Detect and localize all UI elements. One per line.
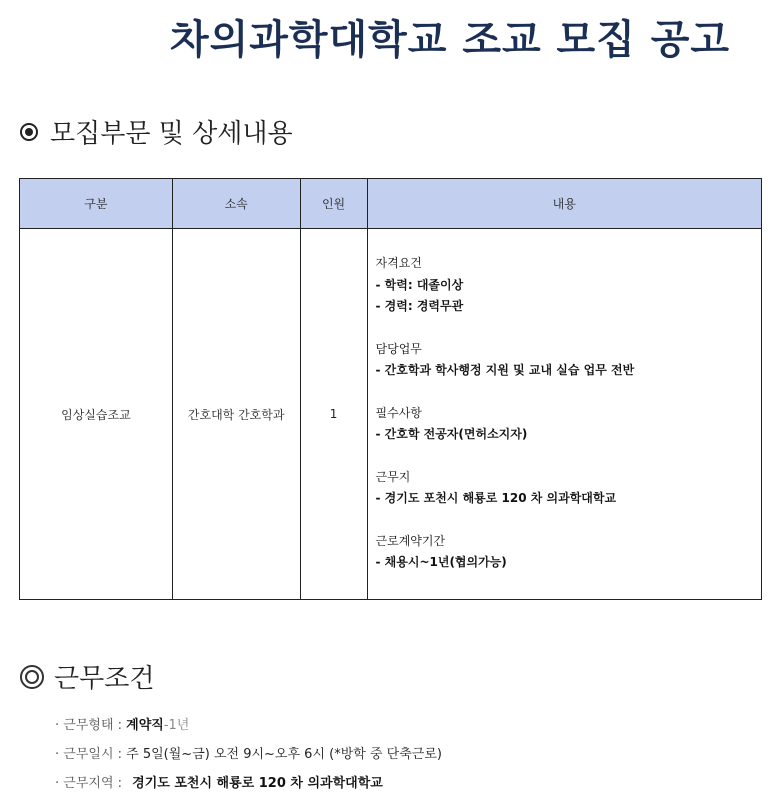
page-title: 차의과학대학교 조교 모집 공고 [169,17,731,63]
work-conditions-list [55,711,442,798]
condition-value: 경기도 포천시 해룡로 120 차 의과학대학교 [132,776,383,791]
cell-count: 1 [300,229,367,600]
section-heading-label: 모집부문 및 상세내용 [50,119,293,149]
cell-category: 임상실습조교 [20,229,173,600]
cell-content [367,229,761,600]
block-title: 담당업무 [375,341,422,356]
section-heading-conditions [20,658,154,695]
section-heading-label: 근무조건 [54,664,155,694]
condition-value: 계약직 [126,718,164,733]
header-count: 인원 [300,179,367,229]
block-title: 필수사항 [375,405,422,420]
condition-work-location [55,769,442,798]
condition-label: · 근무형태 : [55,718,123,733]
block-contract-period [376,531,761,574]
condition-label: · 근무일시 : [55,747,123,762]
block-line: - 간호학과 학사행정 지원 및 교내 실습 업무 전반 [375,363,635,377]
block-line: - 채용시~1년(협의가능) [375,555,507,569]
block-qualifications [376,253,761,318]
block-workplace [376,467,761,510]
table-row [20,229,762,600]
condition-value: 주 5일(월~금) 오전 9시~오후 6시 (*방학 중 단축근로) [126,747,442,762]
recruitment-table [19,178,762,600]
condition-employment-type [55,711,442,740]
block-line: - 경력: 경력무관 [375,299,464,313]
condition-suffix: -1년 [163,718,190,733]
section-heading-recruitment [20,113,293,150]
double-circle-bullet-icon [20,665,44,689]
cell-affiliation: 간호대학 간호학과 [172,229,300,600]
block-title: 근무지 [375,469,411,484]
header-content: 내용 [367,179,761,229]
block-line: - 학력: 대졸이상 [375,277,464,292]
block-title: 근로계약기간 [375,533,446,548]
block-duties [376,339,761,382]
condition-label: · 근무지역 : [55,776,123,791]
block-line: - 간호학 전공자(면허소지자) [375,427,528,441]
header-affiliation: 소속 [172,179,300,229]
table-header-row [20,179,762,229]
filled-circle-bullet-icon [20,123,38,141]
header-category: 구분 [20,179,173,229]
block-requirements [376,403,761,446]
condition-working-hours [55,740,442,769]
block-title: 자격요건 [375,256,422,270]
block-line: - 경기도 포천시 해룡로 120 차 의과학대학교 [375,491,617,505]
